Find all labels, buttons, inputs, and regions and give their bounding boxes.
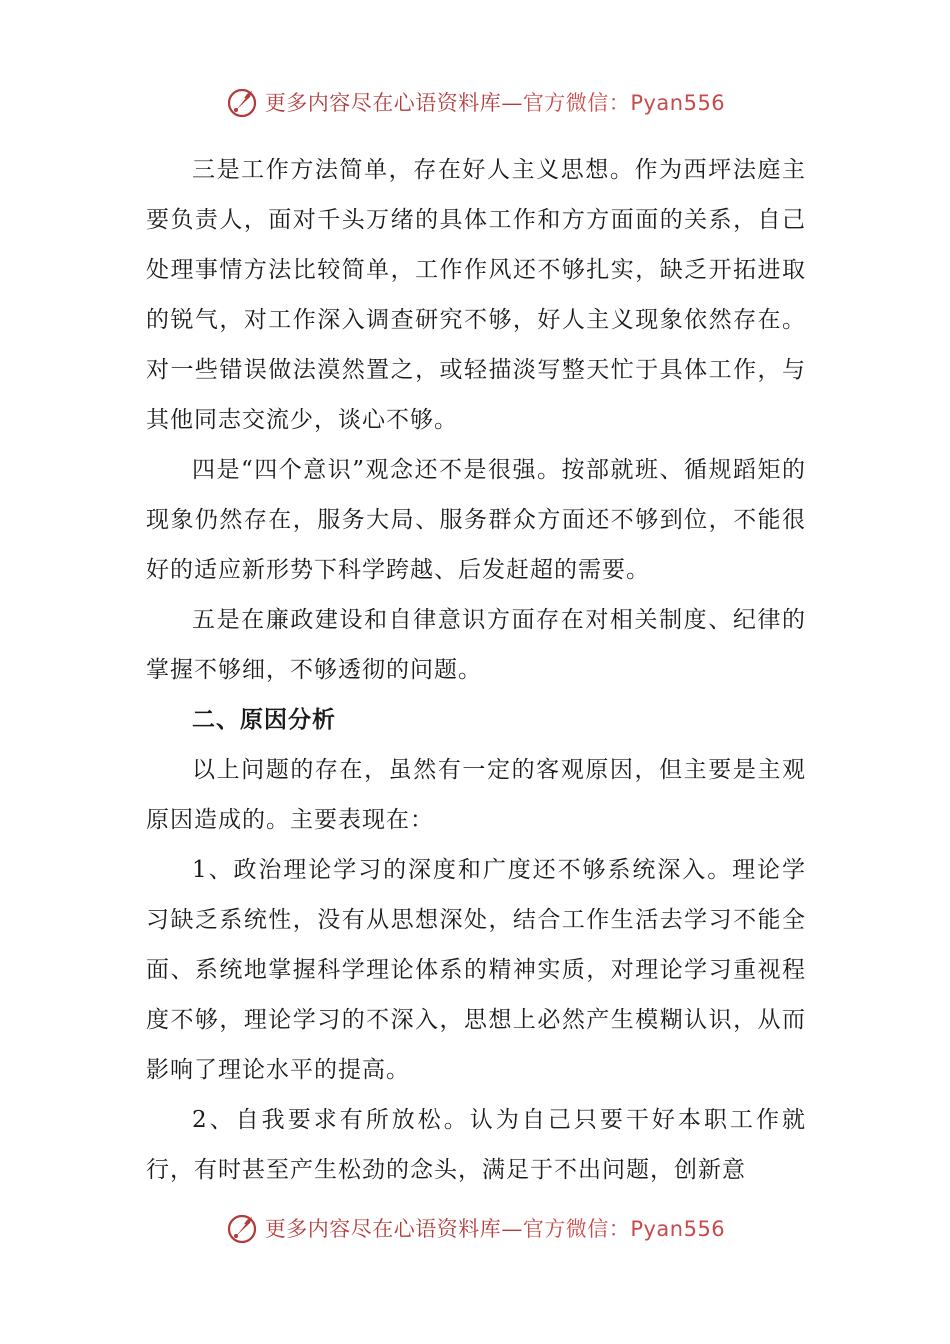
header-banner [0, 82, 950, 122]
banner-wechat-label: 官方微信： [522, 1217, 631, 1241]
section-heading: 二、原因分析 [192, 707, 336, 733]
document-body [146, 145, 806, 1195]
banner-separator: — [501, 1217, 523, 1241]
pen-nib-logo-icon [225, 1210, 261, 1246]
paragraph-5: 1、政治理论学习的深度和广度还不够系统深入。理论学习缺乏系统性，没有从思想深处，结合工作生活去学习不能全面、系统地掌握科学理论体系的精神实质，对理论学习重视程度不够，理论学习的不深入，思想上必然产生模糊认识，从而影响了理论水平的提高。 [146, 857, 806, 1083]
paragraph-6: 2、自我要求有所放松。认为自己只要干好本职工作就行，有时甚至产生松劲的念头，满足于不出问题，创新意 [146, 1107, 806, 1183]
banner-title: 更多内容尽在心语资料库 [264, 1217, 502, 1241]
footer-banner [0, 1208, 950, 1248]
banner-text [265, 87, 725, 117]
banner-separator: — [501, 91, 523, 115]
paragraph-1: 三是工作方法简单，存在好人主义思想。作为西坪法庭主要负责人，面对千头万绪的具体工作和方方面面的关系，自己处理事情方法比较简单，工作作风还不够扎实，缺乏开拓进取的锐气，对工作深入调查研究不够，好人主义现象依然存在。对一些错误做法漠然置之，或轻描淡写整天忙于具体工作，与其他同志交流少，谈心不够。 [146, 157, 806, 433]
pen-nib-logo-icon [225, 84, 261, 120]
paragraph-4: 以上问题的存在，虽然有一定的客观原因，但主要是主观原因造成的。主要表现在： [146, 757, 806, 833]
paragraph-3: 五是在廉政建设和自律意识方面存在对相关制度、纪律的掌握不够细，不够透彻的问题。 [146, 607, 806, 683]
banner-wechat-label: 官方微信： [522, 91, 631, 115]
paragraph-2: 四是“四个意识”观念还不是很强。按部就班、循规蹈矩的现象仍然存在，服务大局、服务群众方面还不够到位，不能很好的适应新形势下科学跨越、后发赶超的需要。 [146, 457, 806, 583]
banner-wechat-id: Pyan556 [630, 91, 726, 115]
banner-text [265, 1213, 725, 1243]
banner-title: 更多内容尽在心语资料库 [264, 91, 502, 115]
banner-wechat-id: Pyan556 [630, 1217, 726, 1241]
